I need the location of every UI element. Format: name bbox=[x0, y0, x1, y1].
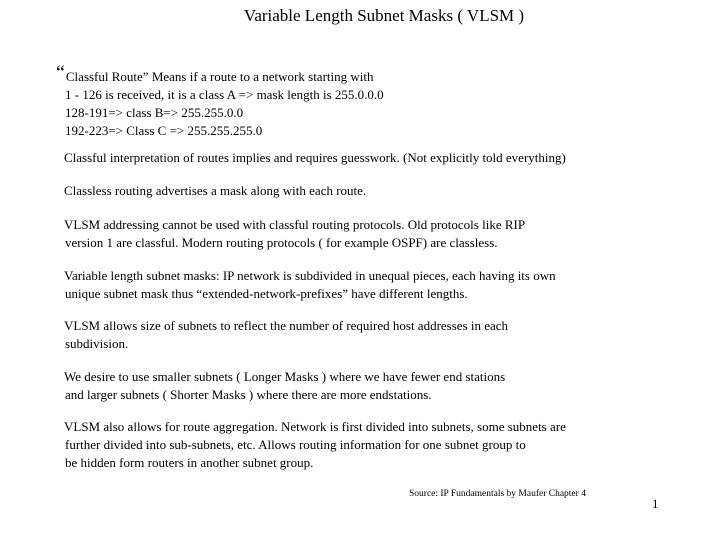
paragraph-line: be hidden form routers in another subnet group. bbox=[65, 455, 314, 470]
slide-title: Variable Length Subnet Masks ( VLSM ) bbox=[243, 6, 525, 25]
paragraph-line: version 1 are classful. Modern routing protocols ( for example OSPF) are classless. bbox=[65, 235, 498, 250]
classful-route-text-1: Classful Route” Means if a route to a network starting with bbox=[65, 69, 374, 84]
paragraph-line: Classless routing advertises a mask along with each route. bbox=[64, 183, 367, 198]
paragraph-line: unique subnet mask thus “extended-network-prefixes” have different lengths. bbox=[65, 286, 468, 301]
classful-route-line-3: 128-191=> class B=> 255.255.0.0 bbox=[65, 105, 244, 120]
paragraph-line: Classful interpretation of routes implies and requires guesswork. (Not explicitly told everything) bbox=[64, 150, 566, 165]
paragraph-line: We desire to use smaller subnets ( Longer Masks ) where we have fewer end stations bbox=[64, 369, 506, 384]
classful-route-block bbox=[56, 64, 384, 140]
paragraph-route-aggregation bbox=[64, 418, 566, 472]
paragraph-line: VLSM addressing cannot be used with classful routing protocols. Old protocols like RIP bbox=[64, 217, 526, 232]
paragraph-line: and larger subnets ( Shorter Masks ) where there are more endstations. bbox=[65, 387, 432, 402]
open-quote: “ bbox=[56, 62, 65, 84]
paragraph-smaller-larger-subnets bbox=[64, 368, 505, 404]
paragraph-variable-length-masks bbox=[64, 267, 556, 303]
classful-route-line-1 bbox=[56, 64, 384, 86]
paragraph-classful-interpretation bbox=[64, 149, 566, 167]
paragraph-line: VLSM also allows for route aggregation. Network is first divided into subnets, some subnets are bbox=[64, 419, 566, 434]
paragraph-line: VLSM allows size of subnets to reflect the number of required host addresses in each bbox=[64, 318, 509, 333]
source-citation: Source: IP Fundamentals by Maufer Chapter 4 bbox=[409, 489, 586, 499]
paragraph-classless-routing bbox=[64, 182, 366, 200]
classful-route-line-4: 192-223=> Class C => 255.255.255.0 bbox=[65, 123, 263, 138]
paragraph-subnet-size bbox=[64, 317, 508, 353]
page-number: 1 bbox=[652, 496, 659, 511]
paragraph-vlsm-classful-protocols bbox=[64, 216, 525, 252]
paragraph-line: subdivision. bbox=[65, 336, 129, 351]
classful-route-line-2: 1 - 126 is received, it is a class A => mask length is 255.0.0.0 bbox=[65, 87, 384, 102]
paragraph-line: further divided into sub-subnets, etc. Allows routing information for one subnet group to bbox=[65, 437, 526, 452]
paragraph-line: Variable length subnet masks: IP network is subdivided in unequal pieces, each having its own bbox=[64, 268, 556, 283]
